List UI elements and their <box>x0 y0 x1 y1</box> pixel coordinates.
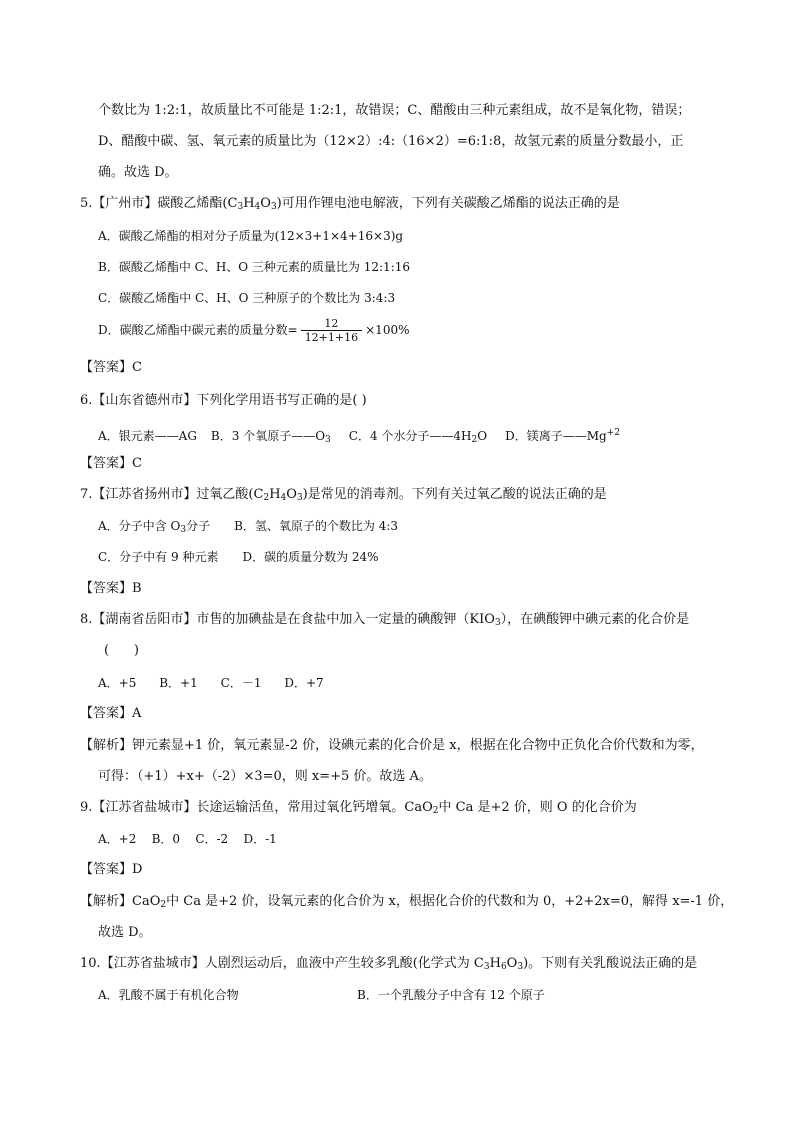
option-text: A．分子中含 O <box>98 519 181 533</box>
question-9-options: A．+2 B．0 C．-2 D．-1 <box>98 832 277 846</box>
question-6-answer <box>80 455 142 473</box>
subscript: 6 <box>500 962 507 972</box>
question-8-analysis-line-1 <box>80 737 704 755</box>
stem-text: H <box>243 196 255 211</box>
question-source: 【江苏省盐城市】 <box>92 800 197 815</box>
answer-value: A <box>132 706 142 721</box>
question-10-option-a: A．乳酸不属于有机化合物 <box>98 988 239 1002</box>
question-number: 6. <box>80 393 93 408</box>
question-number: 9. <box>80 800 93 815</box>
question-source: 【湖南省岳阳市】 <box>92 612 197 627</box>
answer-label: 【答案】 <box>80 706 133 721</box>
question-7-options-row-1 <box>98 517 398 539</box>
stem-text: )。下则有关乳酸说法正确的是 <box>523 956 698 971</box>
question-8-answer <box>80 705 141 723</box>
question-8-options: A．+5 B．+1 C．－1 D．+7 <box>98 676 324 690</box>
stem-text: 人剧烈运动后，血液中产生较多乳酸(化学式为 C <box>204 956 484 971</box>
question-10-option-b: B．一个乳酸分子中含有 12 个原子 <box>357 988 545 1002</box>
intro-line-1: 个数比为 1:2:1，故质量比不可能是 1:2:1，故错误；C、醋酸由三种元素组成，故不是氧化物，错误； <box>98 103 691 118</box>
fraction <box>301 317 362 344</box>
subscript: 3 <box>517 962 524 972</box>
question-source: 【江苏省盐城市】 <box>100 956 205 971</box>
subscript: 3 <box>270 202 277 212</box>
subscript: 4 <box>254 202 261 212</box>
question-5-answer <box>80 359 142 377</box>
option-b <box>211 429 331 443</box>
option-d: D．碳的质量分数为 24% <box>242 550 379 564</box>
answer-value: C <box>132 456 142 471</box>
stem-text: H <box>269 487 281 502</box>
subscript: 3 <box>180 525 187 535</box>
stem-text: O <box>286 487 297 502</box>
fraction-numerator: 12 <box>301 317 362 331</box>
stem-text: )可用作锂电池电解液，下列有关碳酸乙烯酯的说法正确的是 <box>276 196 620 211</box>
option-text: B．3 个氧原子——O <box>210 429 326 443</box>
option-a <box>98 519 210 533</box>
subscript: 3 <box>483 962 490 972</box>
fraction-denominator: 12+1+16 <box>304 331 359 344</box>
question-source: 【江苏省扬州市】 <box>92 487 197 502</box>
question-5-option-c: C．碳酸乙烯酯中 C、H、O 三种原子的个数比为 3:4:3 <box>98 291 396 305</box>
answer-label: 【答案】 <box>80 360 133 375</box>
question-7-answer <box>80 580 142 598</box>
answer-label: 【答案】 <box>80 581 133 596</box>
stem-text: 下列化学用语书写正确的是( ) <box>196 393 367 408</box>
option-c: C．分子中有 9 种元素 <box>98 550 219 564</box>
subscript: 3 <box>494 618 501 628</box>
answer-label: 【答案】 <box>80 456 133 471</box>
stem-text: 长途运输活鱼，常用过氧化钙增氧。CaO <box>196 800 433 815</box>
option-d <box>505 429 620 443</box>
option-text: D．碳酸乙烯酯中碳元素的质量分数= <box>98 323 298 337</box>
question-number: 5. <box>80 196 93 211</box>
question-number: 8. <box>80 612 93 627</box>
option-c <box>349 429 487 443</box>
analysis-text: 中 Ca 是+2 价，设氧元素的化合价为 x，根据化合价的代数和为 0，+2+2x=0，解得 x=-1 价， <box>166 894 734 909</box>
option-text: C．4 个水分子——4H <box>348 429 472 443</box>
question-8-bracket: ( ) <box>104 643 139 658</box>
question-9-analysis-line-2: 故选 D。 <box>98 925 152 940</box>
stem-text: 碳酸乙烯酯(C <box>157 196 238 211</box>
question-5-option-d <box>98 315 410 345</box>
analysis-label: 【解析】 <box>80 894 133 909</box>
subscript: 2 <box>263 493 270 503</box>
option-text: D．镁离子——Mg <box>505 429 607 443</box>
intro-line-3: 确。故选 D。 <box>98 165 178 180</box>
question-5-stem <box>80 195 620 216</box>
subscript: 2 <box>471 435 478 445</box>
analysis-label: 【解析】 <box>80 738 133 753</box>
question-9-answer <box>80 861 142 879</box>
option-text: 分子 <box>186 519 211 533</box>
question-9-stem <box>80 799 637 820</box>
option-b: B．氢、氧原子的个数比为 4:3 <box>234 519 399 533</box>
answer-value: C <box>132 360 142 375</box>
intro-line-2: D、醋酸中碳、氢、氧元素的质量比为（12×2）:4:（16×2）=6:1:8，故氢元素的质量分数最小，正 <box>98 134 684 149</box>
stem-text: 中 Ca 是+2 价，则 O 的化合价为 <box>438 800 637 815</box>
question-10-stem <box>80 955 697 976</box>
question-9-analysis-line-1 <box>80 893 733 914</box>
stem-text: ），在碘酸钾中碘元素的化合价是 <box>500 612 690 627</box>
stem-text: 市售的加碘盐是在食盐中加入一定量的碘酸钾（KIO <box>196 612 495 627</box>
subscript: 3 <box>296 493 303 503</box>
question-6-stem <box>80 392 367 410</box>
question-5-option-b: B．碳酸乙烯酯中 C、H、O 三种元素的质量比为 12:1:16 <box>98 260 411 274</box>
subscript: 2 <box>432 806 439 816</box>
option-text: ×100% <box>365 323 410 337</box>
stem-text: )是常见的消毒剂。下列有关过氧乙酸的说法正确的是 <box>302 487 607 502</box>
subscript: 3 <box>325 435 331 445</box>
stem-text: H <box>489 956 501 971</box>
analysis-text: CaO <box>132 894 161 909</box>
answer-label: 【答案】 <box>80 862 133 877</box>
question-number: 7. <box>80 487 93 502</box>
question-7-options-row-2 <box>98 548 379 566</box>
question-8-stem <box>80 611 689 632</box>
subscript: 4 <box>280 493 287 503</box>
question-6-options <box>98 424 620 449</box>
stem-text: 过氧乙酸(C <box>196 487 264 502</box>
stem-text: O <box>260 196 271 211</box>
question-number: 10. <box>80 956 101 971</box>
question-7-stem <box>80 486 607 507</box>
stem-text: O <box>506 956 518 971</box>
question-5-option-a: A．碳酸乙烯酯的相对分子质量为(12×3+1×4+16×3)g <box>98 229 404 243</box>
option-a: A．银元素——AG <box>98 429 197 443</box>
answer-value: D <box>132 862 143 877</box>
option-text: O <box>477 429 488 443</box>
subscript: 2 <box>160 900 167 910</box>
superscript: +2 <box>606 428 620 438</box>
analysis-text: 钾元素显+1 价，氧元素显-2 价，设碘元素的化合价是 x，根据在化合物中正负化合价代数和为零， <box>132 738 704 753</box>
question-source: 【广州市】 <box>92 196 158 211</box>
subscript: 3 <box>237 202 244 212</box>
question-8-analysis-line-2: 可得：（+1）+x+（-2）×3=0，则 x=+5 价。故选 A。 <box>98 769 432 784</box>
answer-value: B <box>132 581 142 596</box>
question-source: 【山东省德州市】 <box>92 393 197 408</box>
